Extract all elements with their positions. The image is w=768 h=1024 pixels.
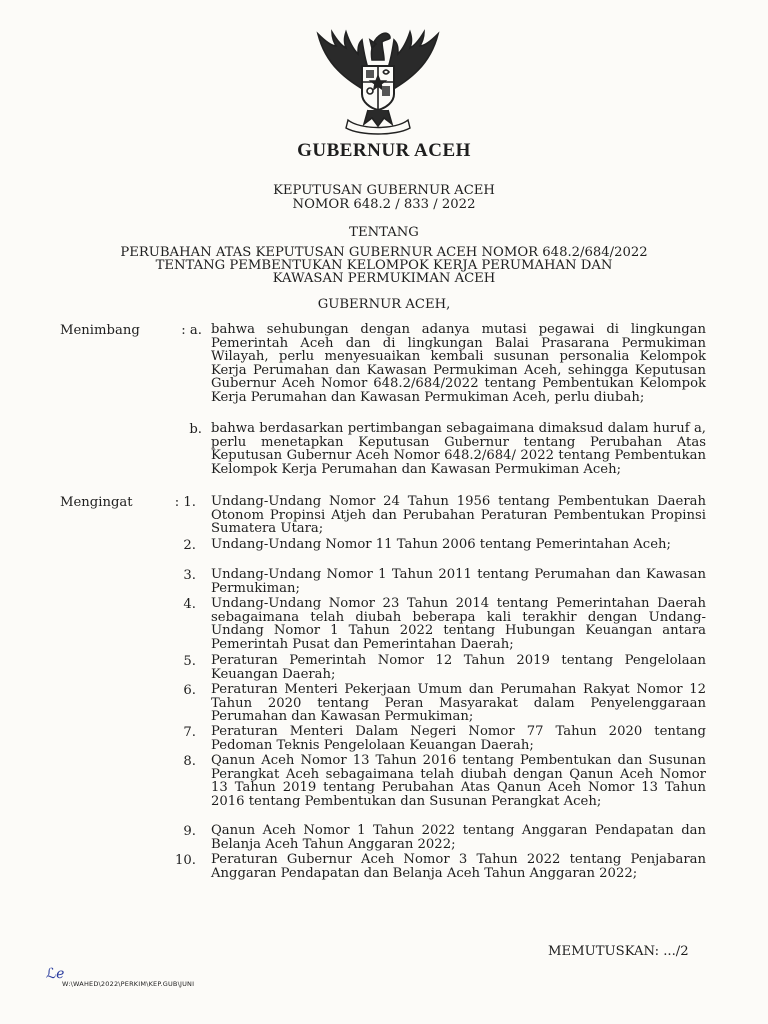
list-marker: 10. xyxy=(175,853,196,868)
mengingat-label: Mengingat xyxy=(60,495,133,510)
subject-line-2: TENTANG PEMBENTUKAN KELOMPOK KERJA PERUMAHAN DAN xyxy=(155,258,613,273)
mengingat-item-3: Undang-Undang Nomor 1 Tahun 2011 tentang Perumahan dan Kawasan Permukiman; xyxy=(211,567,706,596)
mengingat-item-2: Undang-Undang Nomor 11 Tahun 2006 tentang Pemerintahan Aceh; xyxy=(211,537,671,552)
subject-line-1: PERUBAHAN ATAS KEPUTUSAN GUBERNUR ACEH NOMOR 648.2/684/2022 xyxy=(120,245,648,260)
mengingat-item-5: Peraturan Pemerintah Nomor 12 Tahun 2019 tentang Pengelolaan Keuangan Daerah; xyxy=(211,653,706,682)
mengingat-item-8: Qanun Aceh Nomor 13 Tahun 2016 tentang Pembentukan dan Susunan Perangkat Aceh sebagaimana telah diubah dengan Qanun Aceh Nomor 13 Tahun 2019 tentang Perubahan Atas Qanun Aceh Nomor 13 Tahun 2016 tentang Pembentukan dan Susunan Perangkat Aceh; xyxy=(211,753,706,809)
paraf-signature: ℒℯ xyxy=(46,966,65,982)
mengingat-item-6: Peraturan Menteri Pekerjaan Umum dan Perumahan Rakyat Nomor 12 Tahun 2020 tentang Peran Masyarakat dalam Penyelenggaraan Perumahan dan Kawasan Permukiman; xyxy=(211,682,706,725)
menimbang-item-a: bahwa sehubungan dengan adanya mutasi pegawai di lingkungan Pemerintah Aceh dan di lingkungan Balai Prasarana Permukiman Wilayah, perlu menyesuaikan kembali susunan personalia Kelompok Kerja Perumahan dan Kawasan Permukiman Aceh, sehingga Keputusan Gubernur Aceh Nomor 648.2/684/2022 tentang Pembentukan Kelompok Kerja Perumahan dan Kawasan Permukiman Aceh, perlu diubah; xyxy=(211,322,706,405)
issuer-heading: GUBERNUR ACEH, xyxy=(317,297,451,312)
list-marker: 6. xyxy=(183,683,196,698)
garuda-emblem-icon xyxy=(312,20,444,136)
list-marker: 8. xyxy=(183,754,196,769)
menimbang-item-b: bahwa berdasarkan pertimbangan sebagaimana dimaksud dalam huruf a, perlu menetapkan Keputusan Gubernur tentang Perubahan Atas Keputusan Gubernur Aceh Nomor 648.2/684/ 2022 tentang Pembentukan Kelompok Kerja Perumahan dan Kawasan Permukiman Aceh; xyxy=(211,421,706,477)
mengingat-item-7: Peraturan Menteri Dalam Negeri Nomor 77 Tahun 2020 tentang Pedoman Teknis Pengelolaan Keuangan Daerah; xyxy=(211,724,706,753)
list-marker: 2. xyxy=(183,538,196,553)
subject-line-3: KAWASAN PERMUKIMAN ACEH xyxy=(272,271,496,286)
file-path: W:\WAHED\2022\PERKIM\KEP.GUB\JUNI xyxy=(62,980,195,988)
list-marker: 3. xyxy=(183,568,196,583)
continuation-ref: MEMUTUSKAN: .../2 xyxy=(548,944,689,959)
list-marker: : a. xyxy=(181,323,202,338)
decision-heading: KEPUTUSAN GUBERNUR ACEH xyxy=(273,183,495,198)
governor-title: GUBERNUR ACEH xyxy=(297,140,471,161)
list-marker: b. xyxy=(189,422,202,437)
mengingat-item-4: Undang-Undang Nomor 23 Tahun 2014 tentang Pemerintahan Daerah sebagaimana telah diubah beberapa kali terakhir dengan Undang-Undang Nomor 1 Tahun 2022 tentang Hubungan Keuangan antara Pemerintah Pusat dan Pemerintahan Daerah; xyxy=(211,596,706,652)
list-marker: 7. xyxy=(183,725,196,740)
mengingat-item-10: Peraturan Gubernur Aceh Nomor 3 Tahun 2022 tentang Penjabaran Anggaran Pendapatan dan Belanja Aceh Tahun Anggaran 2022; xyxy=(211,852,706,881)
list-marker: 5. xyxy=(183,654,196,669)
decision-number: NOMOR 648.2 / 833 / 2022 xyxy=(292,197,476,212)
menimbang-label: Menimbang xyxy=(60,323,140,338)
list-marker: 9. xyxy=(183,824,196,839)
list-marker: 4. xyxy=(183,597,196,612)
mengingat-item-1: Undang-Undang Nomor 24 Tahun 1956 tentang Pembentukan Daerah Otonom Propinsi Atjeh dan Perubahan Peraturan Pembentukan Propinsi Sumatera Utara; xyxy=(211,494,706,537)
mengingat-item-9: Qanun Aceh Nomor 1 Tahun 2022 tentang Anggaran Pendapatan dan Belanja Aceh Tahun Anggaran 2022; xyxy=(211,823,706,852)
about-label: TENTANG xyxy=(349,225,419,240)
list-marker: : 1. xyxy=(174,495,196,510)
